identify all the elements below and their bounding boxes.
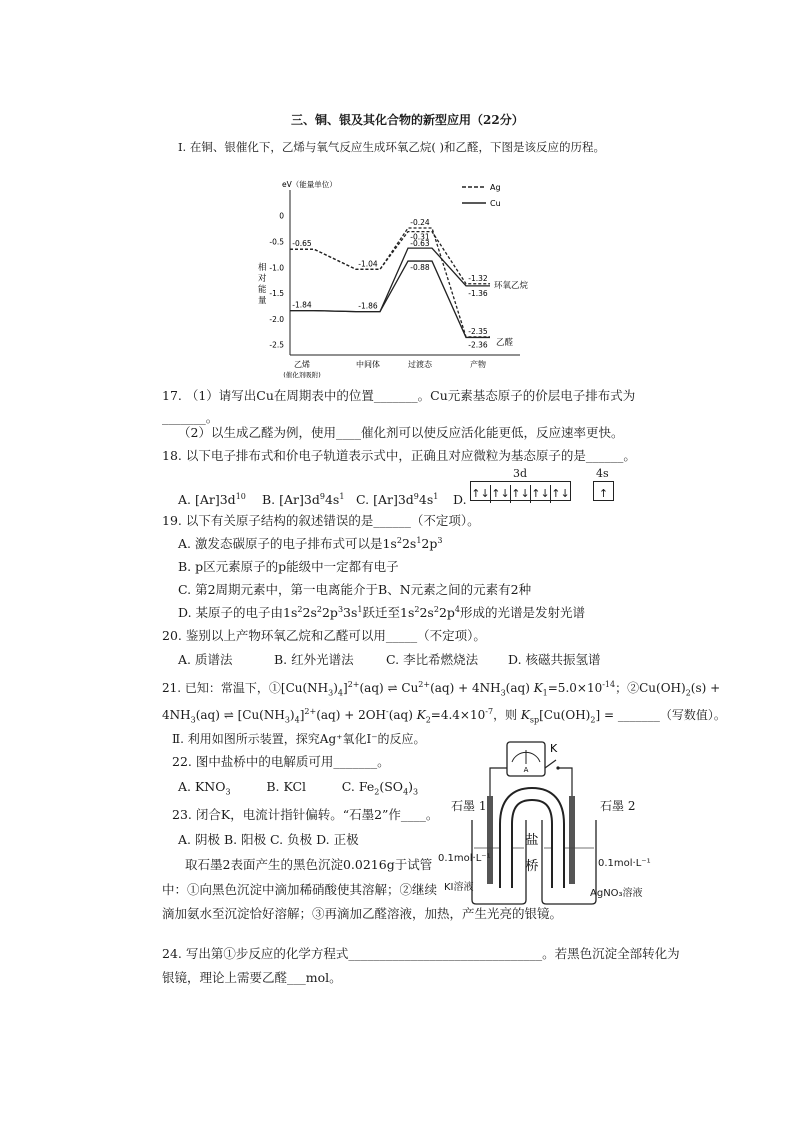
x-tick-note: (催化剂吸附) xyxy=(283,371,321,379)
energy-profile-chart xyxy=(250,175,540,385)
data-label: -1.32 xyxy=(468,273,488,283)
bridge-label-1: 盐 xyxy=(525,833,539,848)
q24-stem: 24. 写出第①步反应的化学方程式_______________________________。若黑色沉淀全部转化为 xyxy=(162,946,680,961)
orbital-4s-label: 4s xyxy=(596,467,609,480)
q19-option-a: A. 激发态碳原子的电子排布式可以是$1s^22s^12p^3$ xyxy=(178,535,443,551)
q22-stem: 22. 图中盐桥中的电解质可用_______。 xyxy=(172,754,390,769)
q20-option-d: D. 核磁共振氢谱 xyxy=(508,652,601,667)
y-axis-label-char: 相 xyxy=(258,263,267,273)
data-label: -2.35 xyxy=(468,326,488,336)
y-axis-unit: eV（能量单位） xyxy=(282,180,337,189)
graphite-2 xyxy=(569,796,575,884)
solution-left: KI溶液 xyxy=(444,882,474,893)
y-tick-label: -1.5 xyxy=(269,289,284,299)
q19-option-d: D. 某原子的电子由$1s^22s^22p^33s^1$跃迁至$1s^22s^22p^4$形成的光谱是发射光谱 xyxy=(178,604,586,620)
q19-option-c: C. 第2周期元素中，第一电离能介于B、N元素之间的元素有2种 xyxy=(178,582,532,597)
data-label: -1.04 xyxy=(358,259,378,269)
conc-left: 0.1mol·L⁻¹ xyxy=(438,853,491,864)
y-tick-label: -0.5 xyxy=(269,237,284,247)
y-tick-label: -1.0 xyxy=(269,263,284,273)
q20-option-b: B. 红外光谱法 xyxy=(274,652,354,667)
switch-k xyxy=(545,760,556,768)
x-tick-label: 过渡态 xyxy=(408,360,432,369)
data-label: -1.84 xyxy=(292,300,312,310)
data-label: -0.31 xyxy=(410,232,430,242)
experiment-text-3: 滴加氨水至沉淀恰好溶解；③再滴加乙醛溶液，加热，产生光亮的银镜。 xyxy=(162,906,563,921)
q18-option-b: B. $[Ar]3d^94s^1$ xyxy=(262,491,345,507)
section-title: 三、铜、银及其化合物的新型应用（22分） xyxy=(291,113,524,127)
orbital-3d-boxes: ↑↓ ↑↓ ↑↓ ↑↓ ↑↓ xyxy=(470,481,571,501)
y-axis-label-char: 量 xyxy=(258,296,267,306)
q20-option-c: C. 李比希燃烧法 xyxy=(386,652,479,667)
intro-text: Ⅰ. 在铜、银催化下，乙烯与氧气反应生成环氧乙烷( )和乙醛，下图是该反应的历程。 xyxy=(178,140,605,154)
q21-line2: $4NH_3(aq)$ ⇌ $[Cu(NH_3)_4]^{2+}(aq) + 2OH^-(aq)$ $K_2=4.4\times 10^{-7}$，则 $K_{sp}[Cu(OH)_2]$ = _______（写数值）。 xyxy=(162,707,726,725)
series-line xyxy=(290,261,490,337)
legend-ag-label: Ag xyxy=(490,183,501,192)
q21-line1: 21. 已知：常温下，$①[Cu(NH_3)_4]^{2+}(aq)$ ⇌ $Cu^{2+}(aq) + 4NH_3(aq)$ $K_1=5.0\times 10^{-14}$；$②Cu(OH)_2(s)$ + xyxy=(162,680,721,698)
data-label: -0.24 xyxy=(410,218,430,228)
x-tick-label: 乙烯 xyxy=(294,360,310,369)
q17-part2: （2）以生成乙醛为例，使用____催化剂可以使反应活化能更低，反应速率更快。 xyxy=(178,425,624,440)
y-tick-label: -2.5 xyxy=(269,340,284,350)
q20-option-a: A. 质谱法 xyxy=(178,652,233,667)
conc-right: 0.1mol·L⁻¹ xyxy=(598,858,651,869)
part2-intro: Ⅱ. 利用如图所示装置，探究Ag⁺氧化I⁻的反应。 xyxy=(172,732,426,746)
product-label: 乙醛 xyxy=(496,337,514,348)
q18-option-c: C. $[Ar]3d^94s^1$ xyxy=(356,491,439,507)
graphite-1 xyxy=(487,796,493,884)
experiment-text-1: 取石墨2表面产生的黑色沉淀0.0216g于试管 xyxy=(185,857,433,872)
q17-part1: 17. （1）请写出Cu在周期表中的位置_______。Cu元素基态原子的价层电子排布式为 xyxy=(162,388,636,403)
series-line xyxy=(290,248,490,311)
x-tick-label: 中间体 xyxy=(356,360,380,369)
q17-part1-cont: _______。 xyxy=(162,410,219,425)
series-line xyxy=(290,232,490,284)
solution-right: AgNO₃溶液 xyxy=(590,888,643,899)
data-label: -0.65 xyxy=(292,239,312,249)
x-tick-label: 产物 xyxy=(470,360,486,369)
series-line xyxy=(290,228,490,337)
data-label: -0.63 xyxy=(410,239,430,249)
q20-stem: 20. 鉴别以上产物环氧乙烷和乙醛可以用_____（不定项）。 xyxy=(162,628,486,643)
q19-stem: 19. 以下有关原子结构的叙述错误的是______（不定项）。 xyxy=(162,513,480,528)
orbital-4s-box: ↑ xyxy=(593,481,614,501)
label-graphite-2: 石墨 2 xyxy=(600,799,636,813)
y-axis-label-char: 能 xyxy=(258,285,267,295)
legend-cu-label: Cu xyxy=(490,199,501,208)
orbital-3d-label: 3d xyxy=(513,467,528,480)
galvanometer xyxy=(507,742,545,776)
svg-text:A: A xyxy=(523,766,529,774)
switch-label: K xyxy=(550,742,558,755)
q18-option-d-label: D. xyxy=(453,492,467,507)
label-graphite-1: 石墨 1 xyxy=(451,799,487,813)
data-label: -0.88 xyxy=(410,263,430,273)
q18-option-a: A. $[Ar]3d^{10}$ xyxy=(178,491,246,507)
y-tick-label: -2.0 xyxy=(269,314,284,324)
q23-options: A. 阴极 B. 阳极 C. 负极 D. 正极 xyxy=(178,832,359,847)
y-tick-label: 0 xyxy=(279,211,284,221)
data-label: -1.36 xyxy=(468,288,488,298)
q23-stem: 23. 闭合K，电流计指针偏转。“石墨2”作____。 xyxy=(172,807,439,822)
q19-option-b: B. p区元素原子的p能级中一定都有电子 xyxy=(178,559,399,574)
q24-cont: 银镜，理论上需要乙醛___mol。 xyxy=(162,970,342,985)
data-label: -2.36 xyxy=(468,340,488,350)
q21-tail: （写数值）。 xyxy=(659,708,726,722)
experiment-text-2: 中：①向黑色沉淀中滴加稀硝酸使其溶解；②继续 xyxy=(162,882,438,897)
y-axis-label-char: 对 xyxy=(258,274,267,284)
q22-options: A. $KNO_3$ B. KCl C. $Fe_2(SO_4)_3$ xyxy=(178,779,419,797)
q18-stem: 18. 以下电子排布式和价电子轨道表示式中，正确且对应微粒为基态原子的是______。 xyxy=(162,448,636,463)
bridge-label-2: 桥 xyxy=(525,859,539,874)
product-label: 环氧乙烷 xyxy=(494,280,529,291)
data-label: -1.86 xyxy=(358,301,378,311)
